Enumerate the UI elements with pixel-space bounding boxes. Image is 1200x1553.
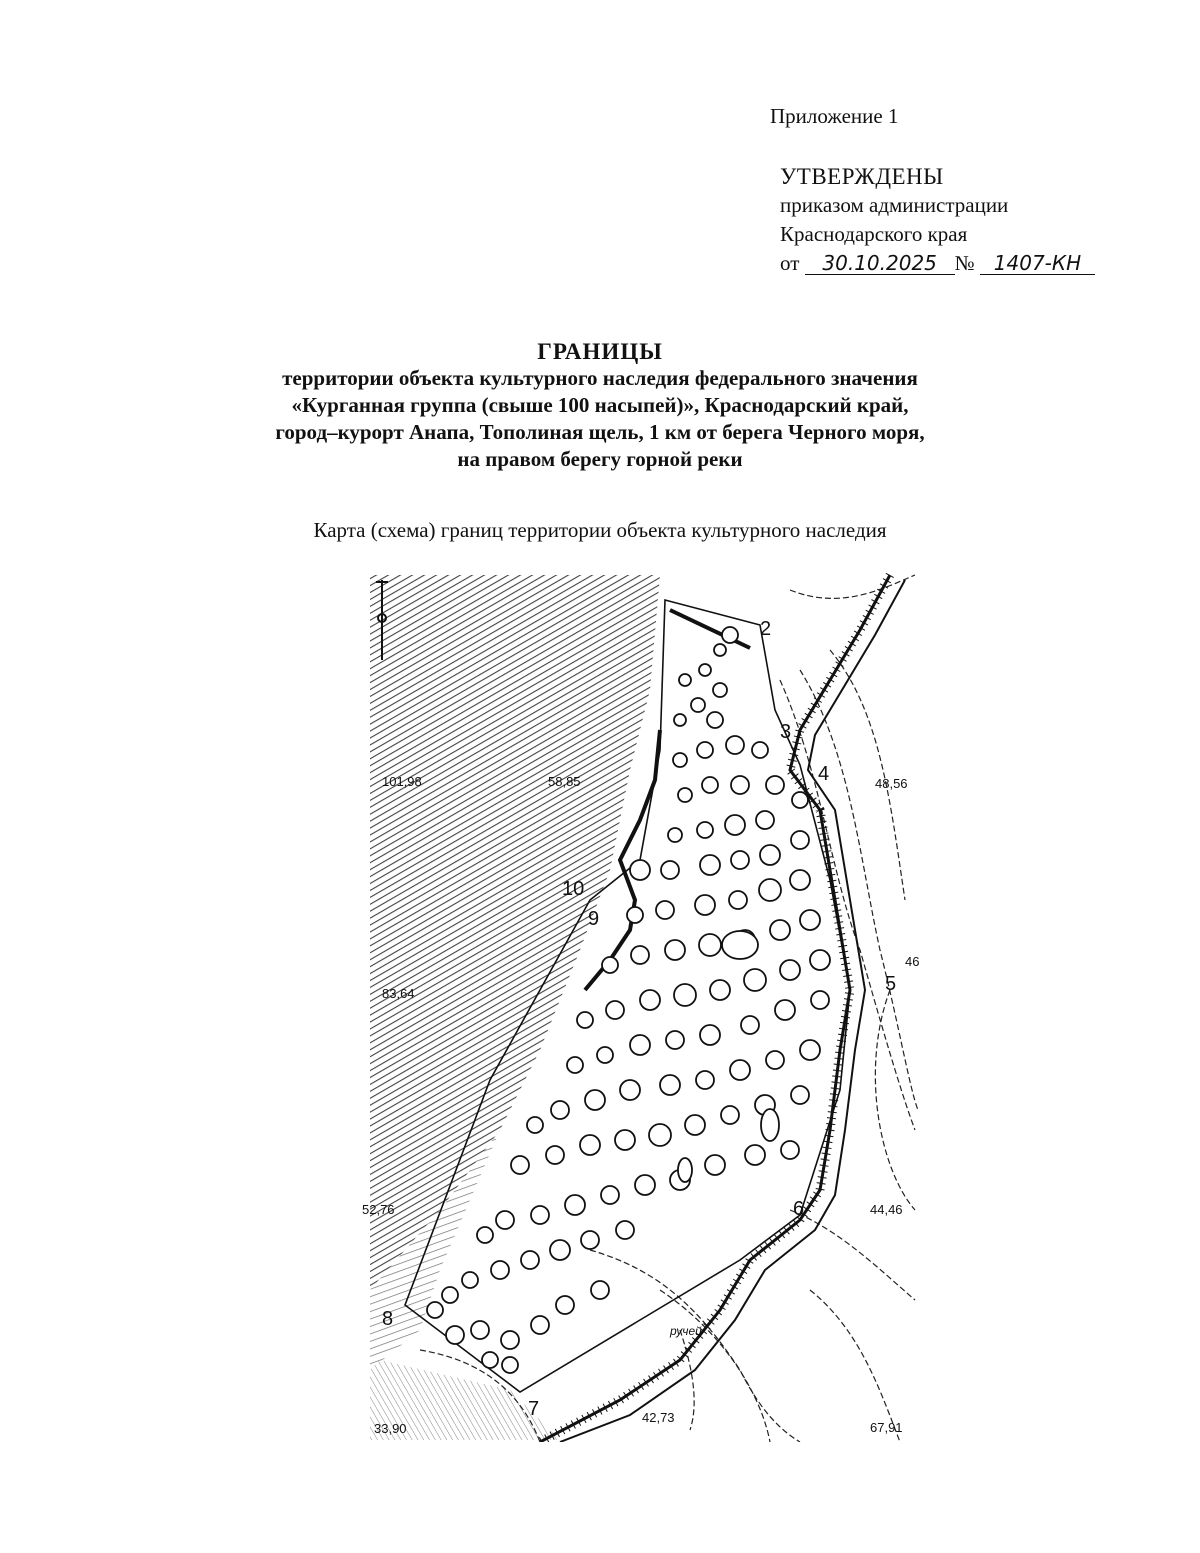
- number-prefix: №: [954, 251, 975, 275]
- approval-line-1: приказом администрации: [780, 193, 1009, 217]
- elevation-label: 101,98: [382, 774, 422, 789]
- map-caption: Карта (схема) границ территории объекта культурного наследия: [313, 518, 887, 542]
- boundary-point: 9: [588, 908, 600, 930]
- elevation-label: 58,85: [548, 774, 581, 789]
- boundary-point: 7: [528, 1398, 540, 1420]
- approval-number: 1407-КН: [980, 252, 1095, 275]
- boundary-point: 2: [760, 618, 772, 640]
- boundary-point: 5: [885, 973, 897, 995]
- boundary-map: [360, 570, 920, 1442]
- title-heading: ГРАНИЦЫ: [537, 339, 663, 364]
- title-line-1: территории объекта культурного наследия федерального значения: [282, 366, 918, 390]
- elevation-label: 44,46: [870, 1202, 903, 1217]
- approval-line-2: Краснодарского края: [780, 222, 968, 246]
- boundary-point: 4: [818, 763, 830, 785]
- boundary-point: 8: [382, 1308, 394, 1330]
- elevation-label: 83,64: [382, 986, 415, 1001]
- boundary-point: 6: [793, 1198, 805, 1220]
- slope-hatching: [370, 575, 660, 1290]
- approval-date: 30.10.2025: [805, 252, 955, 275]
- date-prefix: от: [780, 251, 800, 275]
- elevation-label: 46: [905, 954, 920, 969]
- stream-label: ручей: [670, 1324, 702, 1338]
- approved-word: УТВЕРЖДЕНЫ: [780, 164, 944, 189]
- title-line-2: «Курганная группа (свыше 100 насыпей)», Краснодарский край,: [291, 393, 909, 417]
- boundary-point: 3: [780, 721, 792, 743]
- appendix-label: Приложение 1: [770, 104, 899, 128]
- title-line-3: город–курорт Анапа, Тополиная щель, 1 км от берега Черного моря,: [275, 420, 925, 444]
- document-title: [0, 338, 1200, 473]
- elevation-label: 33,90: [374, 1421, 407, 1436]
- approval-date-line: [780, 249, 1095, 278]
- elevation-label: 42,73: [642, 1410, 675, 1425]
- map-svg: [360, 570, 920, 1442]
- boundary-point: 10: [562, 878, 585, 900]
- approval-block: [780, 162, 1095, 278]
- boundary-top-segment: [670, 610, 750, 648]
- elevation-label: 52,76: [362, 1202, 395, 1217]
- title-line-4: на правом берегу горной реки: [457, 447, 743, 471]
- elevation-label: 67,91: [870, 1420, 903, 1435]
- elevation-label: 48,56: [875, 776, 908, 791]
